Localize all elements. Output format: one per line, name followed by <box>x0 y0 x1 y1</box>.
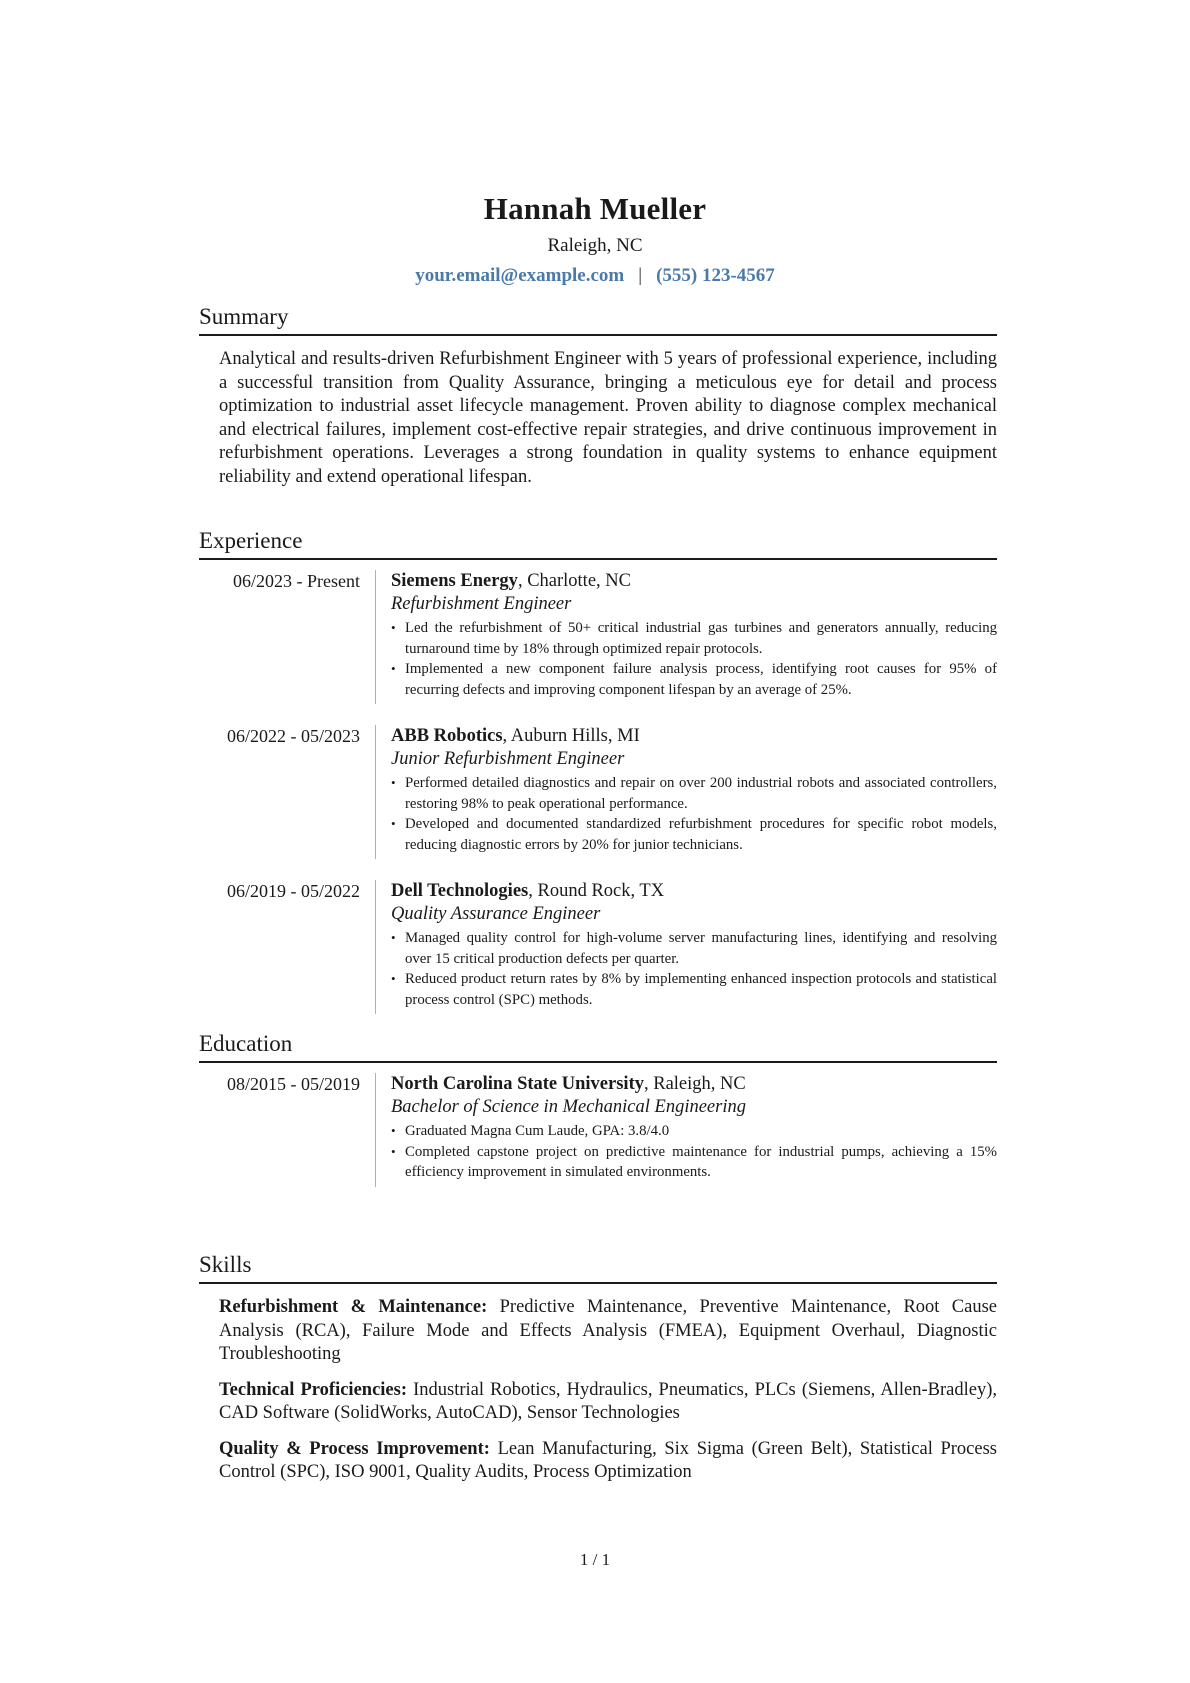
entry-dates: 06/2022 - 05/2023 <box>227 726 360 746</box>
entry-bullets <box>391 928 997 1010</box>
education-section <box>199 1029 997 1187</box>
entry-organization <box>391 1073 997 1096</box>
bullet-item: • Graduated Magna Cum Laude, GPA: 3.8/4.0 <box>391 1121 997 1142</box>
entry-body <box>375 725 997 859</box>
entry-organization <box>391 880 997 903</box>
bullet-item: • Managed quality control for high-volume server manufacturing lines, identifying and resolving over 15 critical production defects per quarter. <box>391 928 997 969</box>
section-divider <box>199 558 997 560</box>
email-link[interactable]: your.email@example.com <box>415 265 625 286</box>
skills-list <box>199 1296 997 1485</box>
contact-separator: | <box>638 265 643 286</box>
skill-group-items: Lean Manufacturing, Six Sigma (Green Belt), Statistical Process Control (SPC), ISO 9001, Quality Audits, Process Optimization <box>219 1438 997 1482</box>
section-divider <box>199 1061 997 1063</box>
organization-name: Siemens Energy <box>391 571 518 591</box>
bullet-item: • Implemented a new component failure analysis process, identifying root causes for 95% of recurring defects and improving component lifespan by an average of 25%. <box>391 659 997 700</box>
skill-group-items: Predictive Maintenance, Preventive Maintenance, Root Cause Analysis (RCA), Failure Mode and Effects Analysis (FMEA), Equipment Overhaul, Diagnostic Troubleshooting <box>219 1297 997 1364</box>
section-title-summary: Summary <box>199 304 289 329</box>
bullet-item: • Led the refurbishment of 50+ critical industrial gas turbines and generators annually, reducing turnaround time by 18% through optimized repair protocols. <box>391 618 997 659</box>
experience-list <box>199 570 997 1014</box>
organization-location: , Charlotte, NC <box>517 571 631 591</box>
summary-text: Analytical and results-driven Refurbishment Engineer with 5 years of professional experience, including a successful transition from Quality Assurance, bringing a meticulous eye for detail and process optimization to industrial asset lifecycle management. Proven ability to diagnose complex mechanical and electrical failures, implement cost-effective repair strategies, and drive continuous improvement in refurbishment operations. Leverages a strong foundation in quality systems to enhance equipment reliability and extend operational lifespan. <box>219 349 997 487</box>
education-list <box>199 1073 997 1187</box>
entry-organization <box>391 570 997 593</box>
contact-line <box>0 264 1190 288</box>
skill-group <box>219 1438 997 1485</box>
page-number: 1 / 1 <box>579 1550 611 1569</box>
entry <box>199 725 997 859</box>
section-title-experience: Experience <box>199 528 303 553</box>
entry-bullets <box>391 618 997 700</box>
organization-location: , Raleigh, NC <box>643 1074 746 1094</box>
entry-role: Bachelor of Science in Mechanical Engineering <box>391 1097 746 1117</box>
entry-body <box>375 880 997 1014</box>
bullet-item: • Developed and documented standardized refurbishment procedures for specific robot models, reducing diagnostic errors by 20% for junior technicians. <box>391 814 997 855</box>
skill-group-label: Refurbishment & Maintenance: <box>219 1297 488 1317</box>
entry-organization <box>391 725 997 748</box>
resume-header <box>0 190 1190 288</box>
entry-dates: 06/2023 - Present <box>233 571 360 591</box>
organization-name: ABB Robotics <box>391 726 503 746</box>
entry-dates: 06/2019 - 05/2022 <box>227 881 360 901</box>
entry-dates: 08/2015 - 05/2019 <box>227 1074 360 1094</box>
skill-group-label: Technical Proficiencies: <box>219 1379 407 1400</box>
experience-section <box>199 526 997 1014</box>
summary-section <box>199 302 997 489</box>
section-divider <box>199 334 997 336</box>
entry-role: Quality Assurance Engineer <box>391 904 601 924</box>
section-title-education: Education <box>199 1031 293 1056</box>
skill-group-items: Industrial Robotics, Hydraulics, Pneumatics, PLCs (Siemens, Allen-Bradley), CAD Software (SolidWorks, AutoCAD), Sensor Technologies <box>219 1379 997 1423</box>
skill-group <box>219 1379 997 1426</box>
bullet-item: • Completed capstone project on predictive maintenance for industrial pumps, achieving a 15% efficiency improvement in simulated environments. <box>391 1142 997 1183</box>
candidate-location: Raleigh, NC <box>547 235 643 256</box>
organization-name: North Carolina State University <box>391 1074 644 1094</box>
organization-location: , Auburn Hills, MI <box>502 726 640 746</box>
bullet-item: • Performed detailed diagnostics and repair on over 200 industrial robots and associated controllers, restoring 98% to peak operational performance. <box>391 773 997 814</box>
organization-name: Dell Technologies <box>391 881 529 901</box>
entry-role: Refurbishment Engineer <box>391 594 572 614</box>
skill-group-label: Quality & Process Improvement: <box>219 1438 490 1459</box>
bullet-item: • Reduced product return rates by 8% by implementing enhanced inspection protocols and statistical process control (SPC) methods. <box>391 969 997 1010</box>
entry-bullets <box>391 773 997 855</box>
entry-body <box>375 1073 997 1187</box>
skills-section <box>199 1250 997 1485</box>
section-title-skills: Skills <box>199 1252 252 1277</box>
skill-group <box>219 1296 997 1367</box>
phone-link[interactable]: (555) 123-4567 <box>656 265 775 286</box>
entry <box>199 1073 997 1187</box>
organization-location: , Round Rock, TX <box>528 881 665 901</box>
entry-bullets <box>391 1121 997 1183</box>
entry-role: Junior Refurbishment Engineer <box>391 749 625 769</box>
candidate-name: Hannah Mueller <box>483 191 707 226</box>
entry <box>199 880 997 1014</box>
section-divider <box>199 1282 997 1284</box>
entry <box>199 570 997 704</box>
entry-body <box>375 570 997 704</box>
